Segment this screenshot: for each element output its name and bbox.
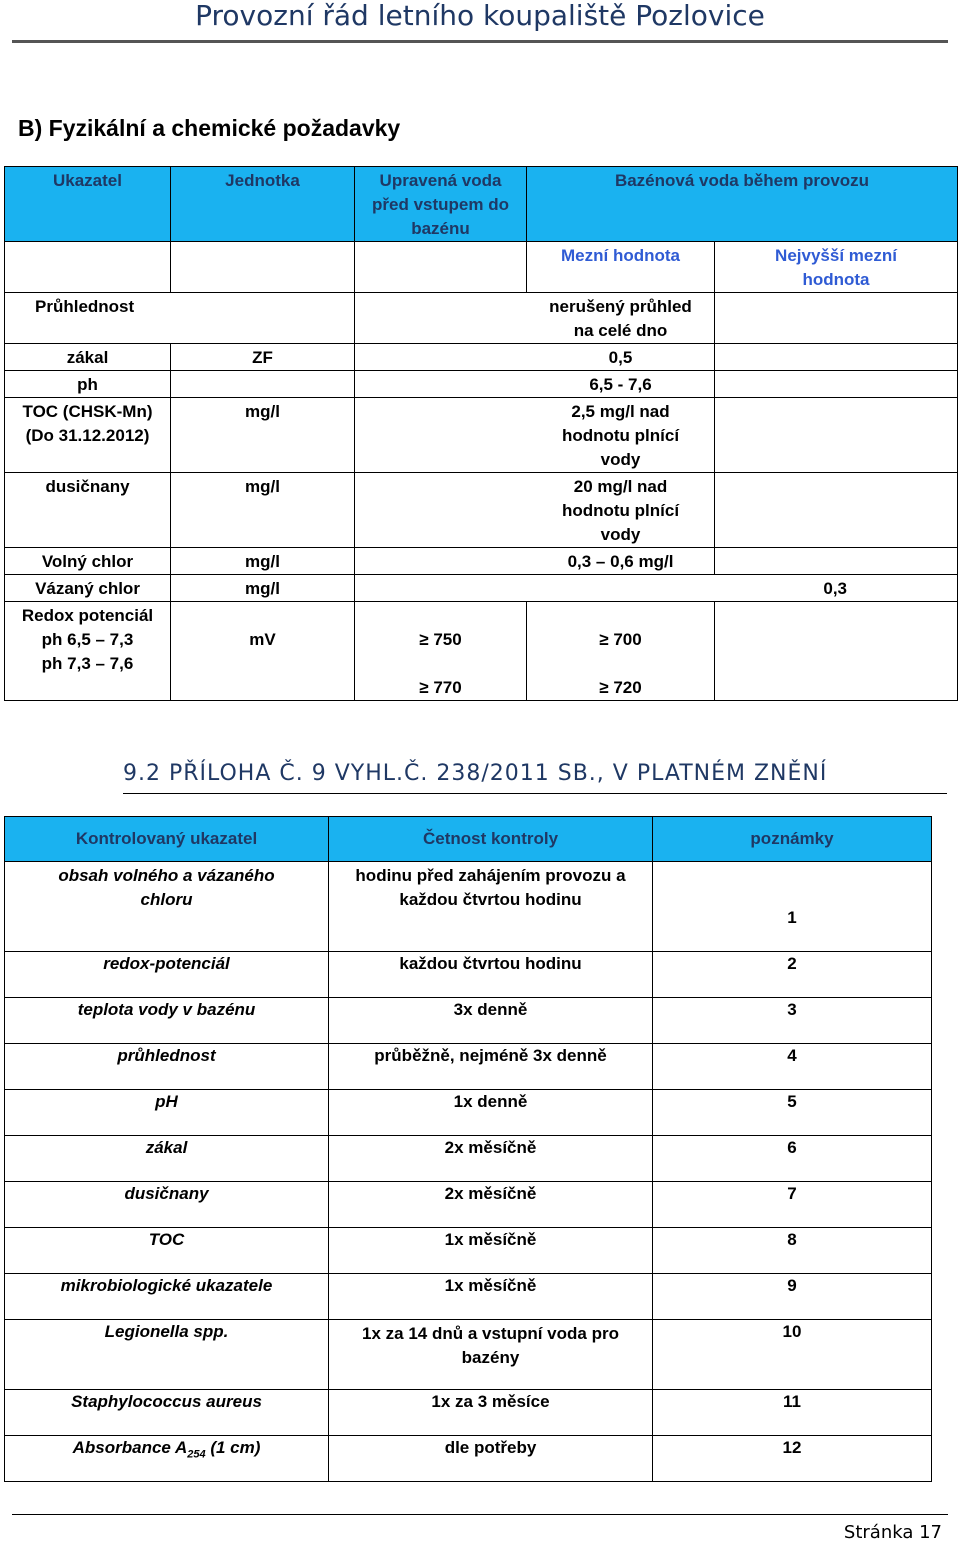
header-bazenova: Bazénová voda během provozu (527, 167, 958, 242)
subheader-mezni: Mezní hodnota (527, 242, 715, 293)
table-row: zákal ZF 0,5 (5, 344, 958, 371)
table-row: mikrobiologické ukazatele 1x měsíčně 9 (5, 1274, 932, 1320)
table-row: obsah volného a vázaného chloru hodinu před zahájením provozu a každou čtvrtou hodinu 1 (5, 862, 932, 952)
table-row: redox-potenciál každou čtvrtou hodinu 2 (5, 952, 932, 998)
table-row: zákal 2x měsíčně 6 (5, 1136, 932, 1182)
header-rule (12, 40, 948, 43)
header-ukazatel: Ukazatel (5, 167, 171, 242)
table2-header-row (5, 817, 932, 862)
header-kontrolovany: Kontrolovaný ukazatel (5, 817, 329, 862)
table-row: dusičnany mg/l 20 mg/l nad hodnotu plnící vody (5, 473, 958, 548)
table-row: Redox potenciál ph 6,5 – 7,3 ph 7,3 – 7,6 mV ≥ 750 ≥ 770 ≥ 700 ≥ 720 (5, 602, 958, 701)
subheader-nejvyssi: Nejvyšší mezní hodnota (715, 242, 958, 293)
page-header-title: Provozní řád letního koupaliště Pozlovice (195, 0, 765, 32)
table-row: Volný chlor mg/l 0,3 – 0,6 mg/l (5, 548, 958, 575)
table-row: Staphylococcus aureus 1x za 3 měsíce 11 (5, 1390, 932, 1436)
header-poznamky: poznámky (653, 817, 932, 862)
table-row: teplota vody v bazénu 3x denně 3 (5, 998, 932, 1044)
table-subheader-row (5, 242, 958, 293)
table-row: průhlednost průběžně, nejméně 3x denně 4 (5, 1044, 932, 1090)
table-row: Vázaný chlor mg/l 0,3 (5, 575, 958, 602)
header-upravena: Upravená voda před vstupem do bazénu (355, 167, 527, 242)
row-name: Průhlednost (5, 293, 355, 344)
table-row: TOC 1x měsíčně 8 (5, 1228, 932, 1274)
table-header-row (5, 167, 958, 242)
page-number: Stránka 17 (843, 1522, 942, 1543)
table-row: Absorbance $A_{254}$ (1 cm) dle potřeby 12 (5, 1436, 932, 1482)
section-9-2-heading: 9.2 PŘÍLOHA Č. 9 VYHL.Č. 238/2011 SB., V PLATNÉM ZNĚNÍ (123, 761, 828, 786)
control-frequency-table (4, 816, 932, 1482)
table-row: ph 6,5 - 7,6 (5, 371, 958, 398)
table-row: Legionella spp. 1x za 14 dnů a vstupní voda pro bazény 10 (5, 1320, 932, 1390)
table-row (5, 293, 958, 344)
row-mezni: nerušený průhled na celé dno (355, 293, 715, 344)
table-row: pH 1x denně 5 (5, 1090, 932, 1136)
section-rule (123, 793, 947, 794)
footer-rule (12, 1514, 948, 1515)
header-cetnost: Četnost kontroly (329, 817, 653, 862)
section-b-heading: B) Fyzikální a chemické požadavky (18, 115, 401, 141)
header-jednotka: Jednotka (171, 167, 355, 242)
table-row: TOC (CHSK-Mn) (Do 31.12.2012) mg/l 2,5 mg/l nad hodnotu plnící vody (5, 398, 958, 473)
requirements-table (4, 166, 958, 701)
table-row: dusičnany 2x měsíčně 7 (5, 1182, 932, 1228)
